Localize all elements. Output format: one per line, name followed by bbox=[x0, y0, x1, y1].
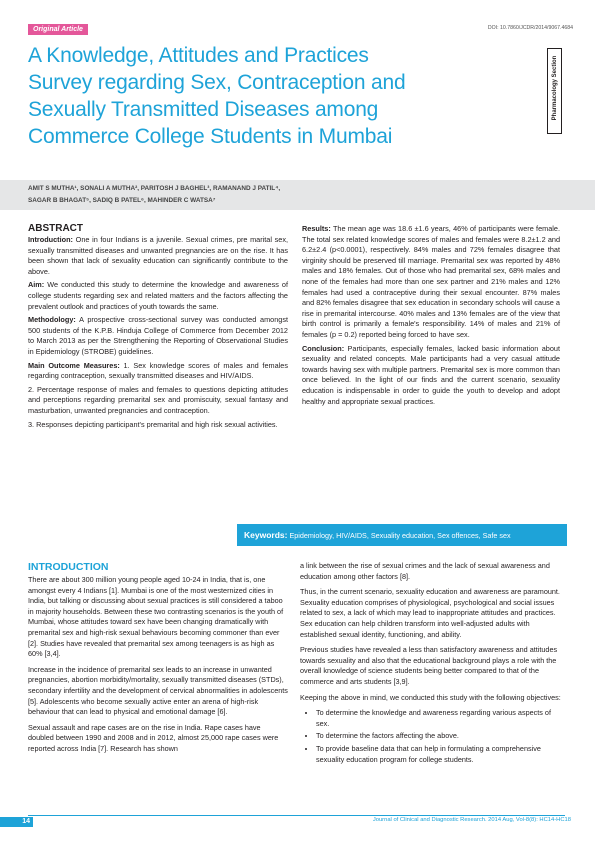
section-tab bbox=[547, 48, 562, 134]
abstract-outcome-2: 2. Percentage response of males and females to questions depicting attitudes and perceptions regarding premarital sex and promiscuity, sexual fantasy and masturbation, unwanted pregnancies and contraception. bbox=[28, 384, 288, 415]
author-list bbox=[28, 183, 280, 207]
title-line: A Knowledge, Attitudes and Practices bbox=[28, 44, 369, 67]
abstract-introduction bbox=[28, 235, 288, 277]
footer-rule bbox=[28, 815, 565, 816]
label-results: Results: bbox=[302, 224, 331, 233]
objectives-list bbox=[300, 708, 562, 765]
abstract-outcome bbox=[28, 361, 288, 382]
doi-label: DOI: 10.7860/JCDR/2014/9067.4684 bbox=[487, 25, 573, 31]
text-aim: We conducted this study to determine the knowledge and awareness of college students regarding sex and related matters and the factors affecting the prevalent outlook and practices of youth towards the same. bbox=[28, 280, 288, 311]
title-line: Sexually Transmitted Diseases among bbox=[28, 98, 379, 121]
abstract-right-column bbox=[302, 224, 560, 410]
label-conclusion: Conclusion: bbox=[302, 343, 345, 353]
text-introduction: One in four Indians is a juvenile. Sexual crimes, pre marital sex, sexually transmitted diseases and unwanted pregnancies are on the rise. It has been shown that lack of sexuality education can significantly contribute to the above. bbox=[28, 235, 288, 276]
abstract-outcome-3: 3. Responses depicting participant's premarital and high risk sexual activities. bbox=[28, 419, 278, 429]
keywords bbox=[244, 530, 511, 540]
abstract-heading: ABSTRACT bbox=[28, 223, 83, 234]
label-outcome: Main Outcome Measures: bbox=[28, 360, 120, 370]
body-right-column bbox=[300, 561, 562, 767]
title-line: Survey regarding Sex, Contraception and bbox=[28, 71, 406, 94]
paragraph: Sexual assault and rape cases are on the rise in India. Rape cases have doubled between 1990 and 2008 and in 2012, almost 25,000 rape cases were reported across India [7]. Research has shown bbox=[28, 722, 279, 753]
label-introduction: Introduction: bbox=[28, 235, 73, 244]
abstract-conclusion bbox=[302, 344, 560, 408]
text-conclusion: Participants, especially females, lacked basic information about sexuality and related concepts. Male participants had a very casual attitude towards having sex with multiple partners. Premarital sex is more common than once believed. In the light of our finds and the current scenario, sexuality education is indispensable in order to guide the youth to develop and adopt healthy and appropriate sexual practices. bbox=[302, 343, 560, 406]
title-line: Commerce College Students in Mumbai bbox=[28, 125, 393, 148]
article-type-badge: Original Article bbox=[28, 24, 88, 35]
text-results: The mean age was 18.6 ±1.6 years, 46% of participants were female. The total sex related knowledge scores of males and females were 8.2±1.2 and 6.2±2.4 (p<0.0001), respectively. 84% males and 72% females disagree that virginity should be preserved till marriage. Premarital sex was reported by 48% males and 18% females. Out of those who had premarital sex, 68% males and none of the females had more than one sex partner and 21% males and 12% females had used a contraceptive during their sexual encounter. 87% males and 82% females disagree that sex education in secondary schools will cause a rise in premarital intercourse. 40% males and 13% females are of the view that birth control is primarily a female's responsibility. 14% of males and 21% of females (p = 0.2) reported being forced to have sex. bbox=[302, 224, 560, 339]
page-number: 14 bbox=[0, 817, 33, 827]
article-title bbox=[28, 42, 528, 150]
text-methodology: A prospective cross-sectional survey was conducted amongst 500 students of the K.P.B. Hinduja College of Commerce from December 2012 to March 2013 as per the Strengthening the Reporting of Observational Studies in Epidemiology (STROBE) guidelines. bbox=[28, 315, 288, 356]
abstract-results bbox=[302, 224, 560, 341]
body-left-column bbox=[28, 575, 288, 760]
list-item: • To determine the factors affecting the above. bbox=[316, 731, 562, 742]
keywords-label: Keywords: bbox=[244, 530, 288, 540]
paragraph: a link between the rise of sexual crimes and the lack of sexual awareness and education among other factors [8]. bbox=[300, 561, 550, 581]
abstract-methodology bbox=[28, 315, 288, 357]
paragraph: Previous studies have revealed a less than satisfactory awareness and attitudes towards sexuality and also that the educational background plays a role with the overall knowledge of science students being better compared to that of the commerce and arts students [3,9]. bbox=[300, 645, 558, 686]
list-item: • To determine the knowledge and awareness regarding various aspects of sex. bbox=[316, 708, 562, 729]
author-line: SAGAR B BHAGAT⁵, SADIQ B PATEL⁶, MAHINDER C WATSA⁷ bbox=[28, 197, 216, 204]
journal-citation: Journal of Clinical and Diagnostic Research. 2014 Aug, Vol-8(8): HC14-HC18 bbox=[372, 817, 571, 823]
text-outcome: 1. Sex knowledge scores of males and females regarding contraception, sexually transmitted diseases and HIV/AIDS. bbox=[28, 360, 288, 381]
author-line: AMIT S MUTHA¹, SONALI A MUTHA², PARITOSH J BAGHEL³, RAMANAND J PATIL⁴, bbox=[28, 185, 281, 192]
list-item: • To provide baseline data that can help in formulating a comprehensive sexuality education program for college students. bbox=[316, 744, 562, 765]
label-methodology: Methodology: bbox=[28, 315, 76, 325]
paragraph: There are about 300 million young people aged 10-24 in India, that is, one amongst every 4 Indians [1]. Mumbai is one of the most westernized cities in India, but talking or discussing about sexual practices is still considered a taboo in majority households. Between these two contrasting scenarios is the youth of Mumbai, whose attitudes toward sex have been changing dramatically with premarital sex and high-risk sexual behaviours becoming commoner than ever [2]. Studies have revealed that premarital sex among teenagers is as high as 60% [3,4]. bbox=[28, 575, 284, 659]
keywords-text: Epidemiology, HIV/AIDS, Sexuality education, Sex offences, Safe sex bbox=[287, 531, 511, 540]
abstract-left-column bbox=[28, 235, 288, 433]
section-label: Pharmacology Section bbox=[552, 55, 558, 121]
label-aim: Aim: bbox=[28, 280, 45, 290]
abstract-aim bbox=[28, 280, 288, 312]
paragraph: Thus, in the current scenario, sexuality education and awareness are paramount. Sexuality education comprises of physiological, psychological and social issues related to sex, a lack of which may lead to inappropriate attitudes and practices. Sex education can help children transform into well-adjusted adults with established sexual identity, functioning, and ability. bbox=[300, 587, 560, 639]
paragraph: Increase in the incidence of premarital sex leads to an increase in unwanted pregnancies, abortion morbidity/mortality, sexually transmitted diseases (STDs), secondary infertility and the development of cervical abnormalities in adolescents [5]. Adolescents who become sexually active enter an arena of high-risk behaviour that can lead to physical and emotional damage [6]. bbox=[28, 664, 288, 717]
paragraph: Keeping the above in mind, we conducted this study with the following objectives: bbox=[300, 692, 561, 702]
introduction-heading: INTRODUCTION bbox=[28, 561, 109, 573]
